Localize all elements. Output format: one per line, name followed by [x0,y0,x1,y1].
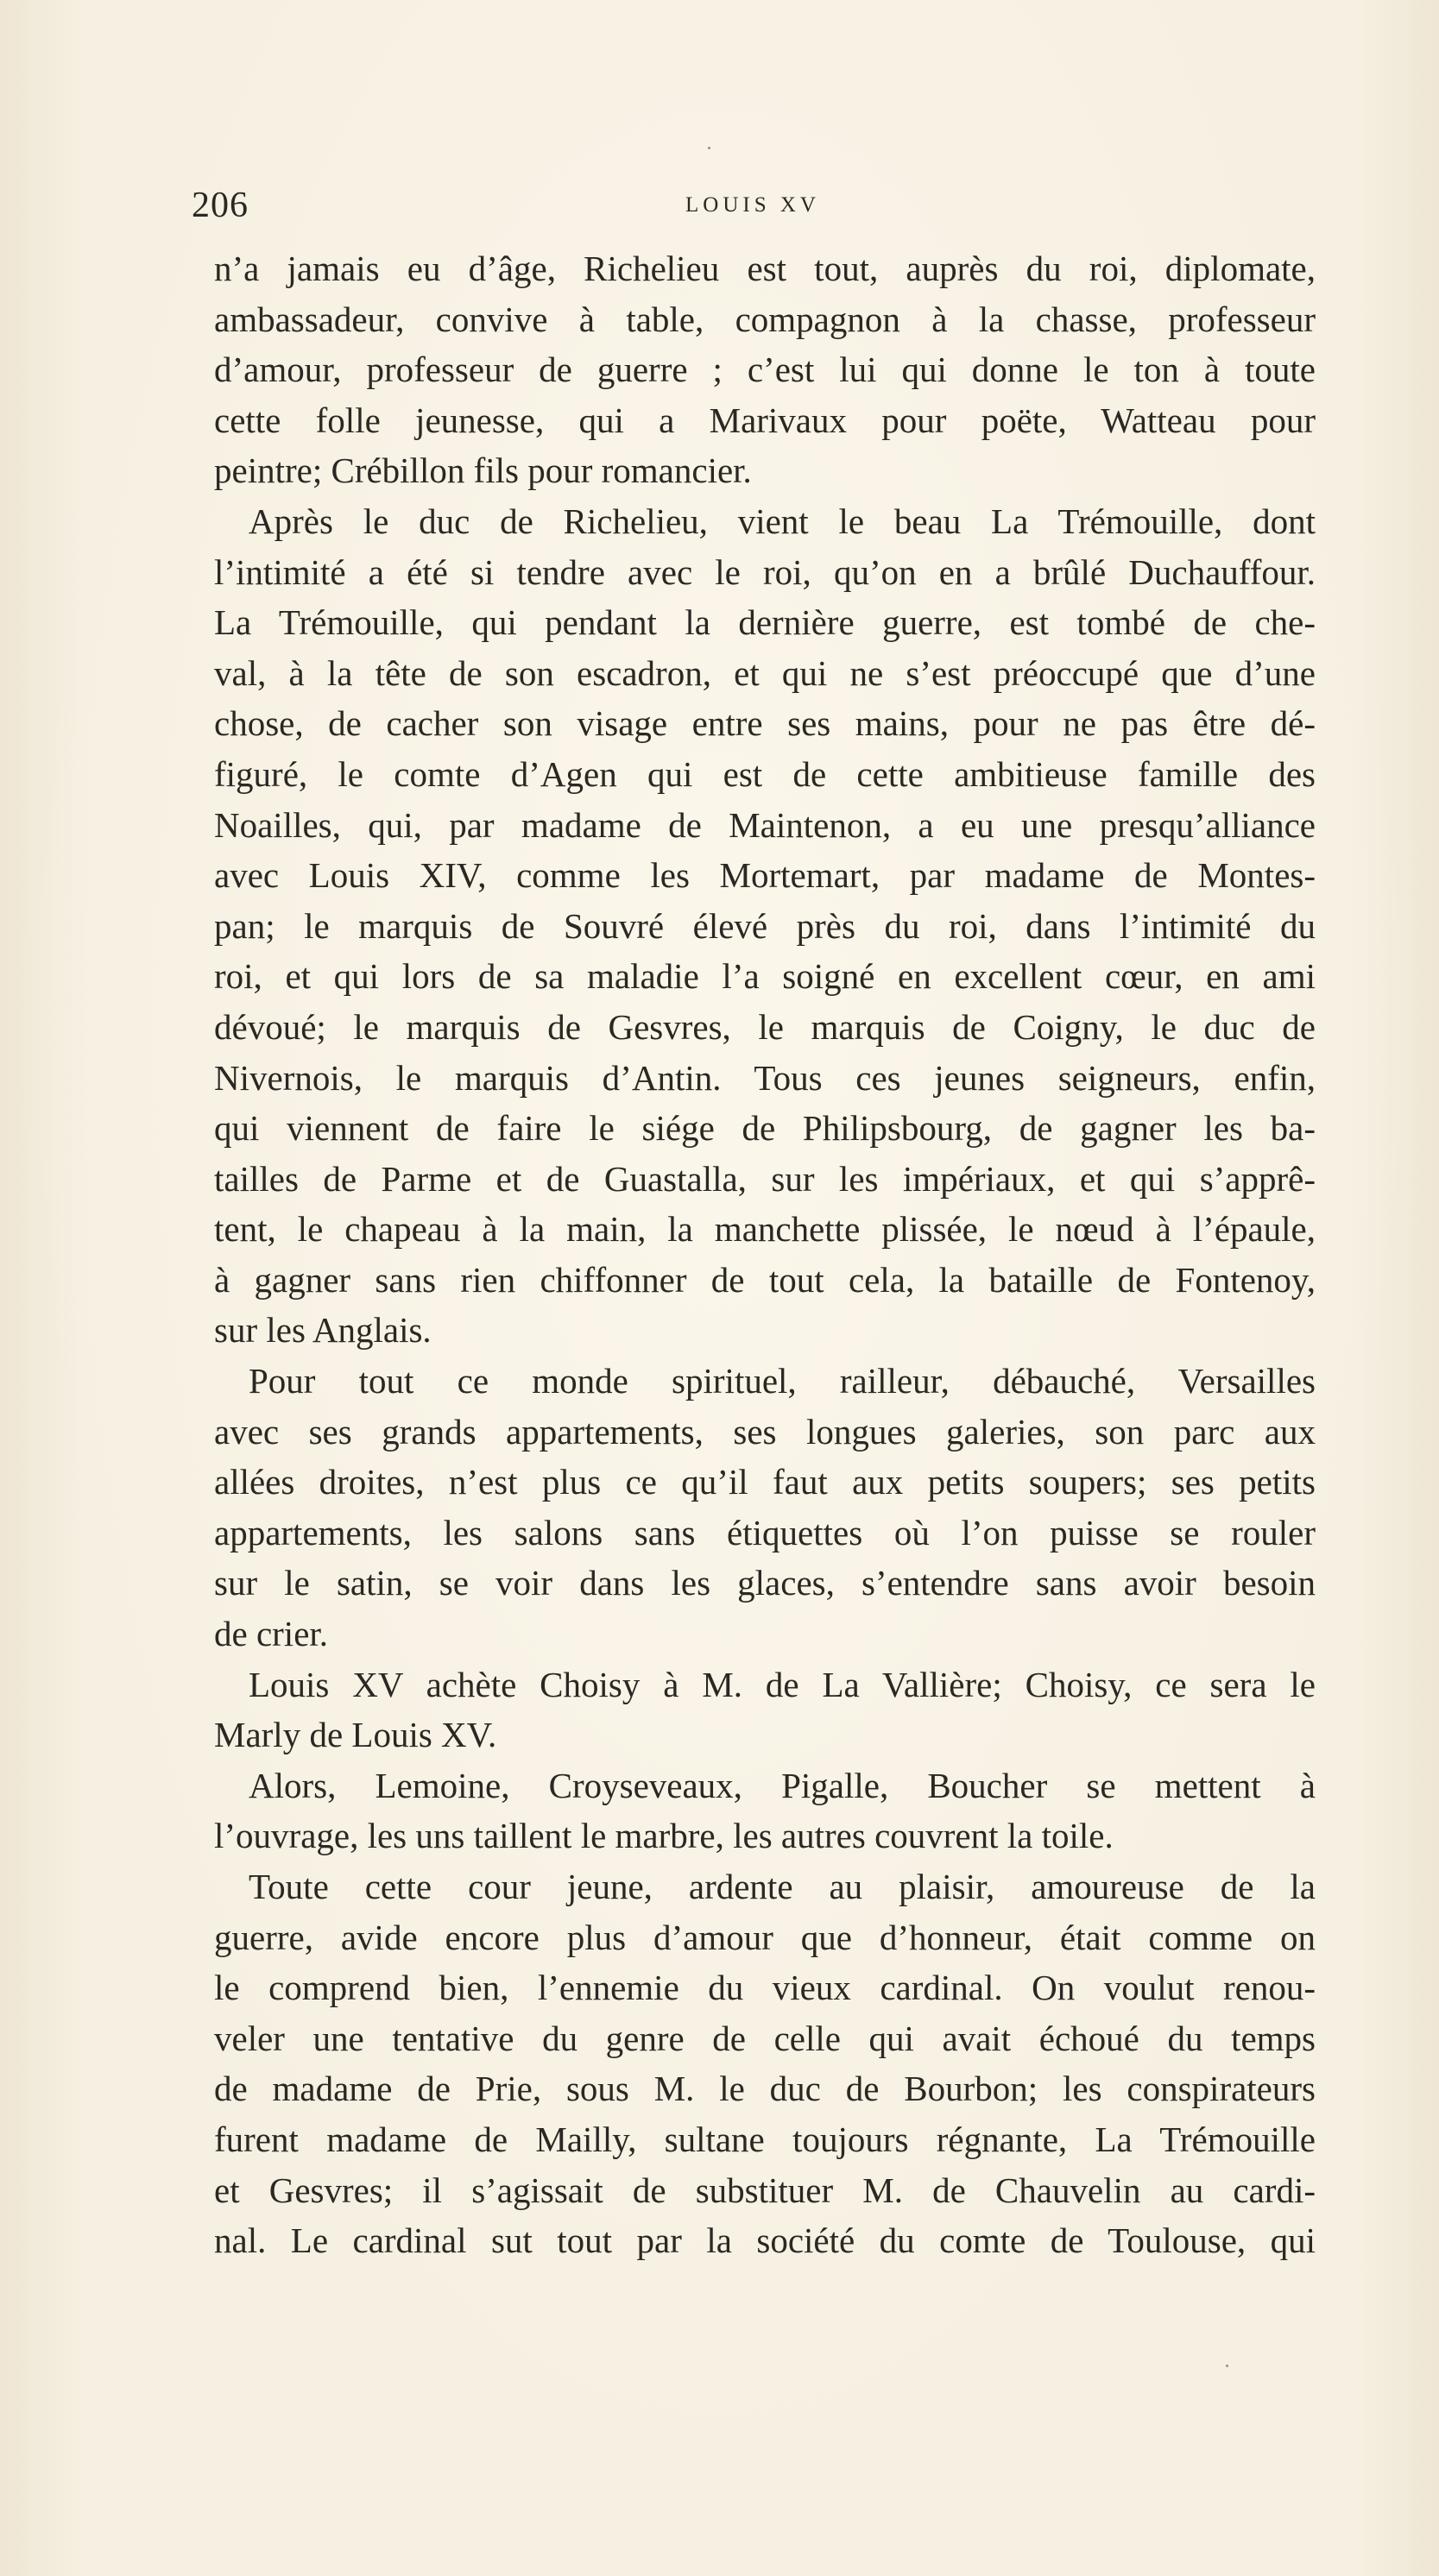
text-line: avec Louis XIV, comme les Mortemart, par madame de Montes- [214,855,1316,896]
text-line: nal. Le cardinal sut tout par la société du comte de Toulouse, qui [214,2220,1316,2261]
text-line: val, à la tête de son escadron, et qui ne s’est préoccupé que d’une [214,652,1316,693]
text-line: ambassadeur, convive à table, compagnon à la chasse, professeur [214,299,1316,339]
paper-speck [708,147,710,149]
text-line: qui viennent de faire le siége de Philipsbourg, de gagner les ba- [214,1108,1316,1149]
text-line: et Gesvres; il s’agissait de substituer M. de Chauvelin au cardi- [214,2170,1316,2210]
text-line: appartements, les salons sans étiquettes où l’on puisse se rouler [214,1512,1316,1553]
text-line: La Trémouille, qui pendant la dernière guerre, est tombé de che- [214,602,1316,643]
text-line: figuré, le comte d’Agen qui est de cette ambitieuse famille des [214,753,1316,794]
text-line: n’a jamais eu d’âge, Richelieu est tout, auprès du roi, diplomate, [214,249,1316,288]
text-line: dévoué; le marquis de Gesvres, le marquis de Coigny, le duc de [214,1006,1316,1047]
text-line: guerre, avide encore plus d’amour que d’honneur, était comme on [214,1917,1316,1957]
text-line: pan; le marquis de Souvré élevé près du roi, dans l’intimité du [214,905,1316,946]
text-line: veler une tentative du genre de celle qui avait échoué du temps [214,2018,1316,2058]
paragraph-start-line: Louis XV achète Choisy à M. de La Vallière; Choisy, ce sera le [249,1664,1316,1704]
text-line: de madame de Prie, sous M. le duc de Bourbon; les conspirateurs [214,2069,1316,2109]
paragraph-start-line: Pour tout ce monde spirituel, railleur, débauché, Versailles [249,1361,1316,1401]
text-line: cette folle jeunesse, qui a Marivaux pour poëte, Watteau pour [214,400,1316,440]
page-number: 206 [192,186,249,225]
text-line: allées droites, n’est plus ce qu’il faut aux petits soupers; ses petits [214,1462,1316,1502]
paragraph-start-line: Toute cette cour jeune, ardente au plaisir, amoureuse de la [249,1867,1316,1906]
paragraph-start-line: Après le duc de Richelieu, vient le beau La Trémouille, dont [249,501,1316,541]
text-line: l’intimité a été si tendre avec le roi, qu’on en a brûlé Duchauffour. [214,551,1316,592]
text-line: à gagner sans rien chiffonner de tout cela, la bataille de Fontenoy, [214,1259,1316,1300]
text-line: tent, le chapeau à la main, la manchette plissée, le nœud à l’épaule, [214,1209,1316,1250]
running-title: LOUIS XV [685,193,820,217]
text-line: furent madame de Mailly, sultane toujours régnante, La Trémouille [214,2119,1316,2159]
text-line: sur les Anglais. [214,1310,432,1351]
text-line: de crier. [214,1614,329,1654]
text-line: chose, de cacher son visage entre ses mains, pour ne pas être dé- [214,703,1316,744]
text-line: Nivernois, le marquis d’Antin. Tous ces jeunes seigneurs, enfin, [214,1057,1316,1098]
text-line: peintre; Crébillon fils pour romancier. [214,450,752,491]
text-line: sur le satin, se voir dans les glaces, s’entendre sans avoir besoin [214,1563,1316,1603]
text-line: Marly de Louis XV. [214,1715,497,1755]
text-line: Noailles, qui, par madame de Maintenon, a eu une presqu’alliance [214,804,1316,845]
text-line: roi, et qui lors de sa maladie l’a soigné en excellent cœur, en ami [214,956,1316,997]
running-head [192,185,1316,236]
paper-speck [1226,2365,1228,2367]
text-line: l’ouvrage, les uns taillent le marbre, les autres couvrent la toile. [214,1816,1114,1856]
text-line: le comprend bien, l’ennemie du vieux cardinal. On voulut renou- [214,1968,1316,2008]
text-line: d’amour, professeur de guerre ; c’est lui qui donne le ton à toute [214,350,1316,390]
text-line: avec ses grands appartements, ses longues galeries, son parc aux [214,1411,1316,1452]
body-text [214,243,1316,2266]
text-line: tailles de Parme et de Guastalla, sur les impériaux, et qui s’apprê- [214,1158,1316,1199]
paragraph-start-line: Alors, Lemoine, Croyseveaux, Pigalle, Boucher se mettent à [249,1765,1316,1805]
